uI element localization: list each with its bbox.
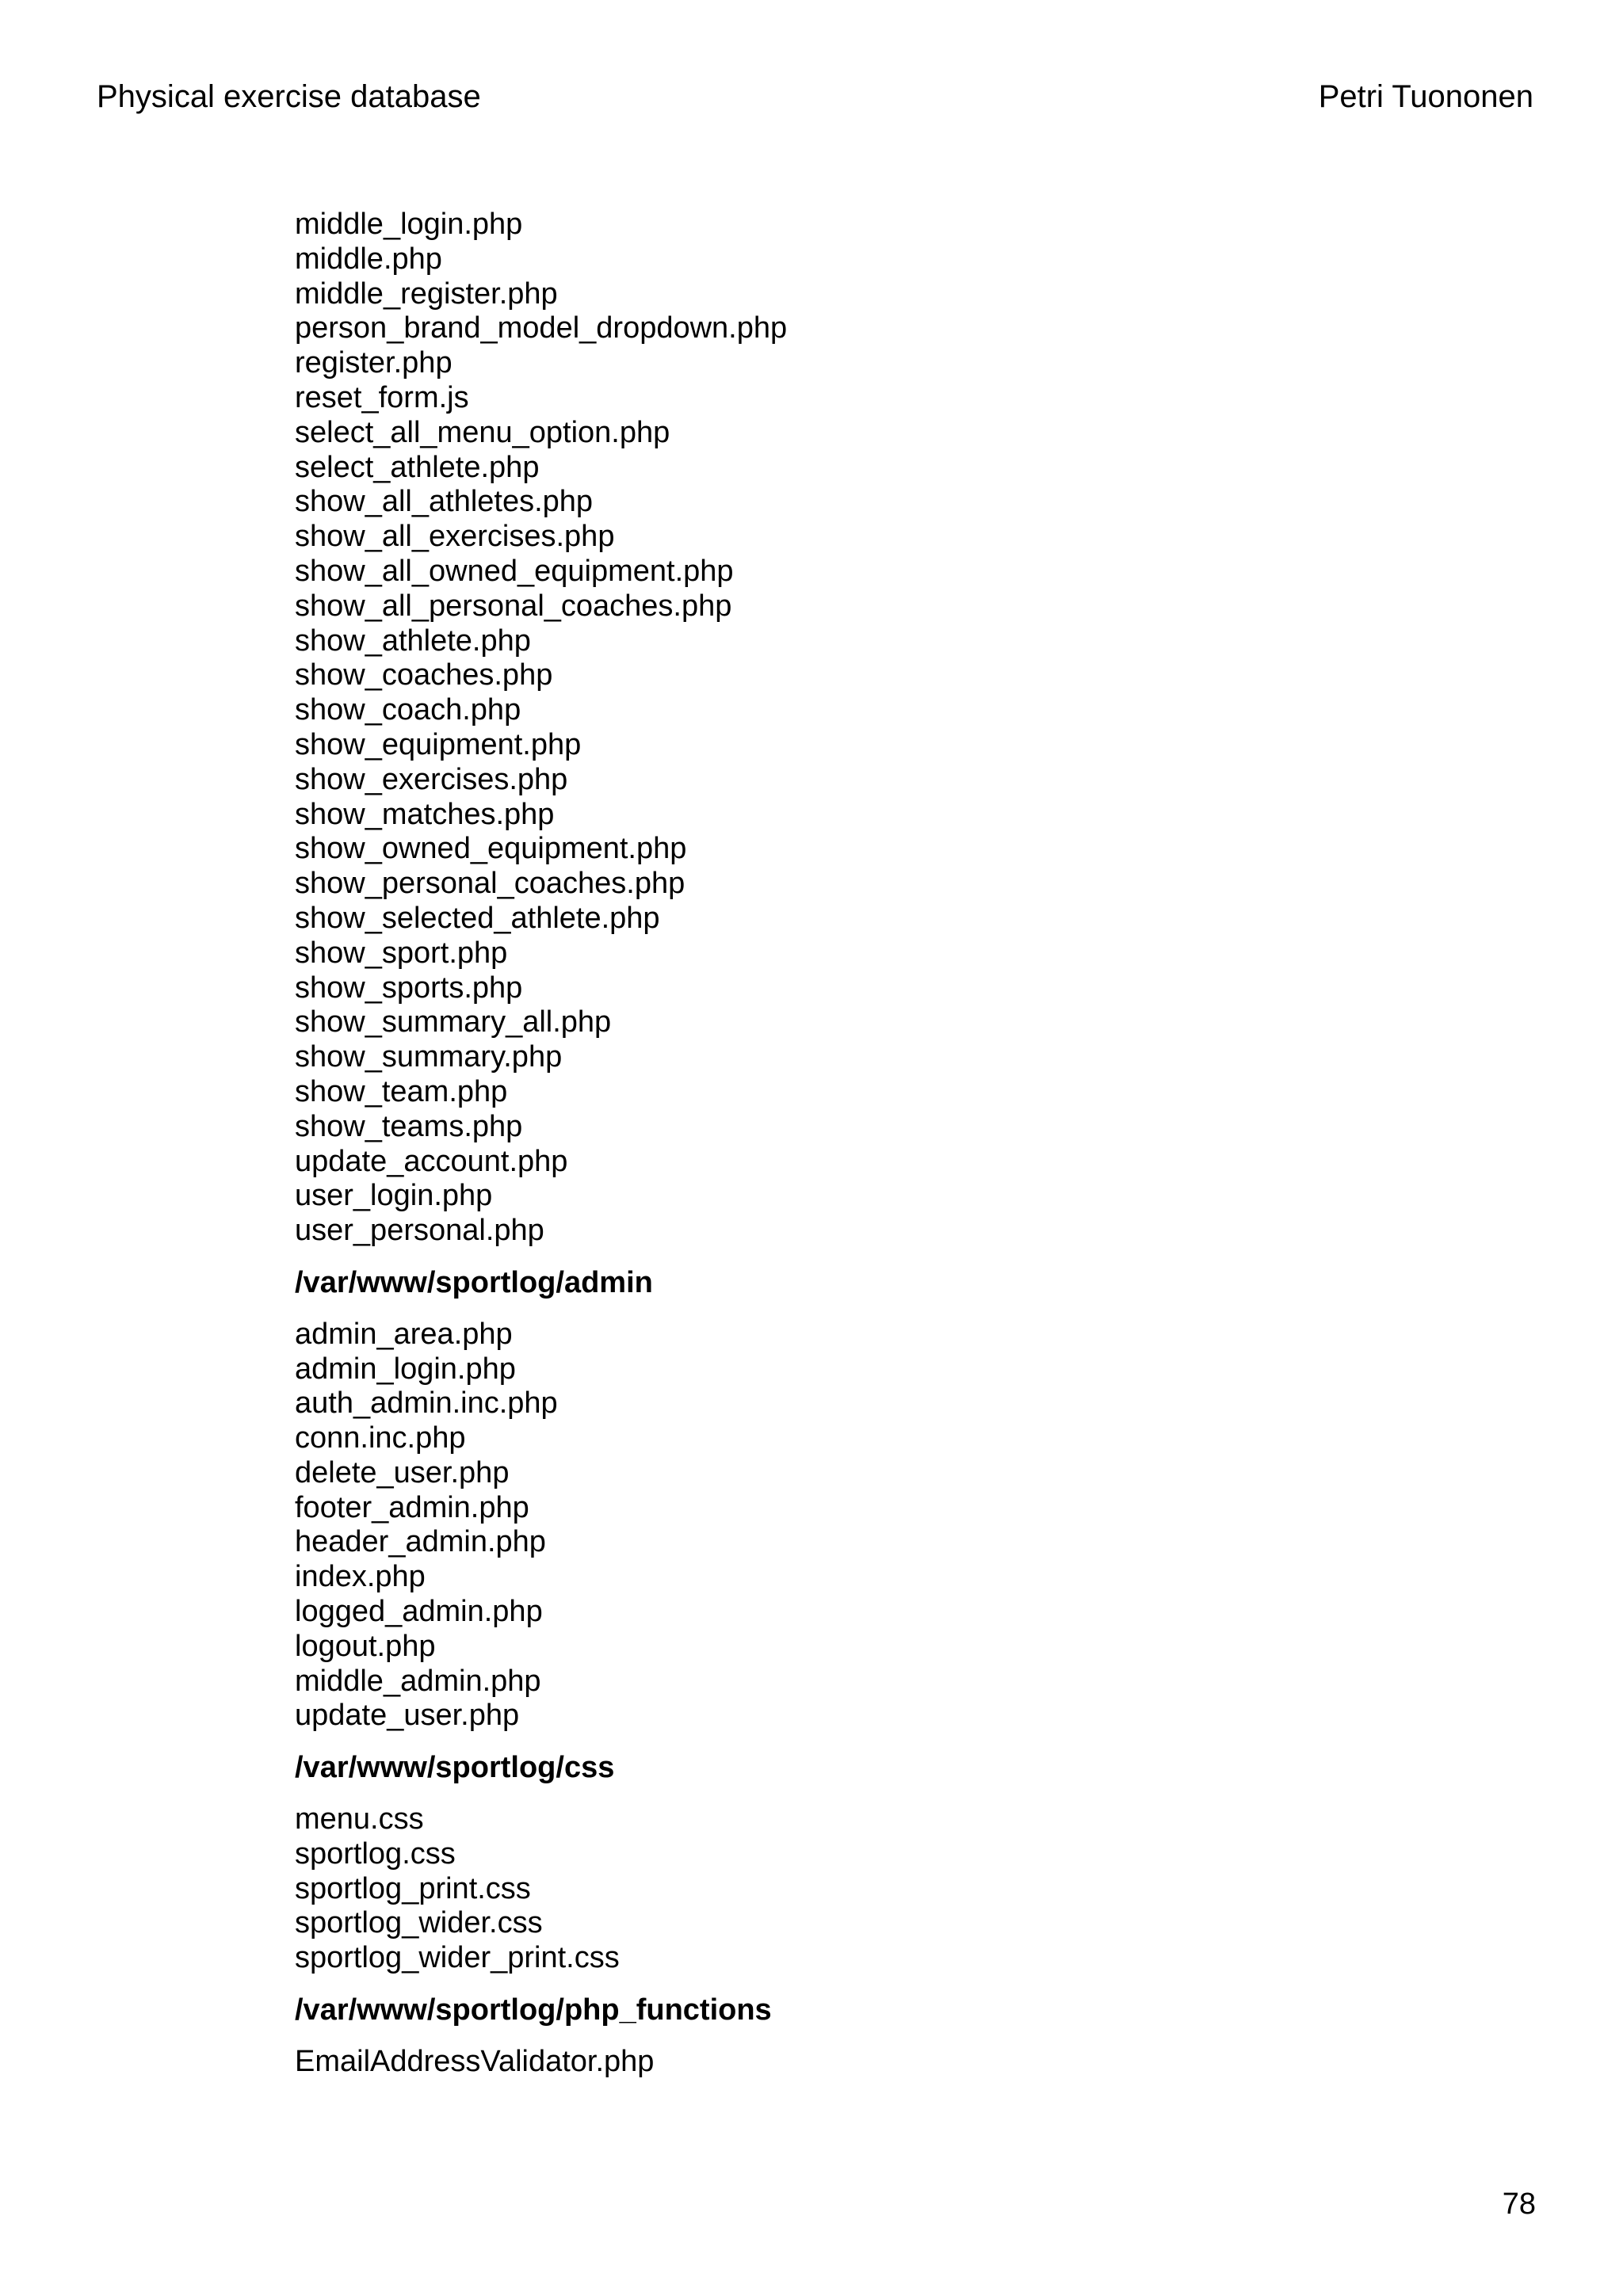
file-name: conn.inc.php bbox=[295, 1421, 466, 1455]
file-list bbox=[295, 2045, 1484, 2080]
file-name: reset_form.js bbox=[295, 380, 469, 414]
file-name: select_athlete.php bbox=[295, 450, 540, 484]
section-heading: /var/www/sportlog/css bbox=[295, 1751, 615, 1785]
file-name: logged_admin.php bbox=[295, 1595, 543, 1629]
page-number: 78 bbox=[1502, 2187, 1536, 2221]
file-name: delete_user.php bbox=[295, 1455, 510, 1489]
file-list bbox=[295, 208, 1484, 1249]
file-name: middle_login.php bbox=[295, 208, 523, 241]
file-name: show_teams.php bbox=[295, 1109, 523, 1143]
file-name: show_owned_equipment.php bbox=[295, 832, 687, 866]
file-name: person_brand_model_dropdown.php bbox=[295, 311, 788, 345]
file-name: user_login.php bbox=[295, 1179, 493, 1213]
file-name: header_admin.php bbox=[295, 1525, 546, 1559]
file-name: show_all_exercises.php bbox=[295, 520, 615, 554]
file-listing bbox=[295, 208, 1484, 2080]
file-name: show_matches.php bbox=[295, 797, 555, 831]
file-name: select_all_menu_option.php bbox=[295, 415, 670, 449]
file-name: footer_admin.php bbox=[295, 1490, 529, 1524]
file-name: auth_admin.inc.php bbox=[295, 1386, 558, 1421]
file-name: show_equipment.php bbox=[295, 727, 582, 761]
file-name: middle_register.php bbox=[295, 277, 558, 311]
file-name: update_user.php bbox=[295, 1699, 520, 1733]
file-list bbox=[295, 1318, 1484, 1734]
file-list bbox=[295, 1802, 1484, 1976]
file-name: show_coaches.php bbox=[295, 658, 553, 692]
file-name: sportlog_wider_print.css bbox=[295, 1941, 620, 1975]
file-name: show_selected_athlete.php bbox=[295, 901, 660, 935]
file-name: show_sport.php bbox=[295, 936, 508, 970]
file-name: admin_login.php bbox=[295, 1352, 516, 1386]
file-name: middle_admin.php bbox=[295, 1664, 541, 1698]
file-name: logout.php bbox=[295, 1629, 436, 1663]
file-name: user_personal.php bbox=[295, 1214, 544, 1248]
file-name: sportlog_wider.css bbox=[295, 1906, 543, 1940]
file-name: show_all_owned_equipment.php bbox=[295, 554, 734, 588]
document-author: Petri Tuononen bbox=[1318, 79, 1533, 114]
file-name: show_all_personal_coaches.php bbox=[295, 589, 732, 623]
file-name: register.php bbox=[295, 346, 453, 380]
file-name: show_all_athletes.php bbox=[295, 485, 594, 519]
file-name: show_coach.php bbox=[295, 693, 521, 727]
file-name: show_summary.php bbox=[295, 1040, 563, 1074]
file-name: show_team.php bbox=[295, 1074, 508, 1108]
file-name: index.php bbox=[295, 1560, 426, 1594]
file-name: menu.css bbox=[295, 1802, 424, 1836]
file-name: middle.php bbox=[295, 242, 442, 276]
section-heading: /var/www/sportlog/admin bbox=[295, 1265, 653, 1299]
file-name: show_summary_all.php bbox=[295, 1005, 612, 1039]
file-name: update_account.php bbox=[295, 1144, 568, 1178]
file-name: sportlog.css bbox=[295, 1836, 456, 1871]
file-name: EmailAddressValidator.php bbox=[295, 2044, 655, 2078]
file-name: admin_area.php bbox=[295, 1317, 513, 1351]
file-name: sportlog_print.css bbox=[295, 1871, 531, 1905]
file-name: show_athlete.php bbox=[295, 624, 531, 658]
file-name: show_sports.php bbox=[295, 971, 523, 1005]
file-name: show_exercises.php bbox=[295, 762, 568, 796]
section-heading: /var/www/sportlog/php_functions bbox=[295, 1993, 772, 2027]
document-title: Physical exercise database bbox=[97, 79, 481, 114]
file-name: show_personal_coaches.php bbox=[295, 867, 685, 901]
